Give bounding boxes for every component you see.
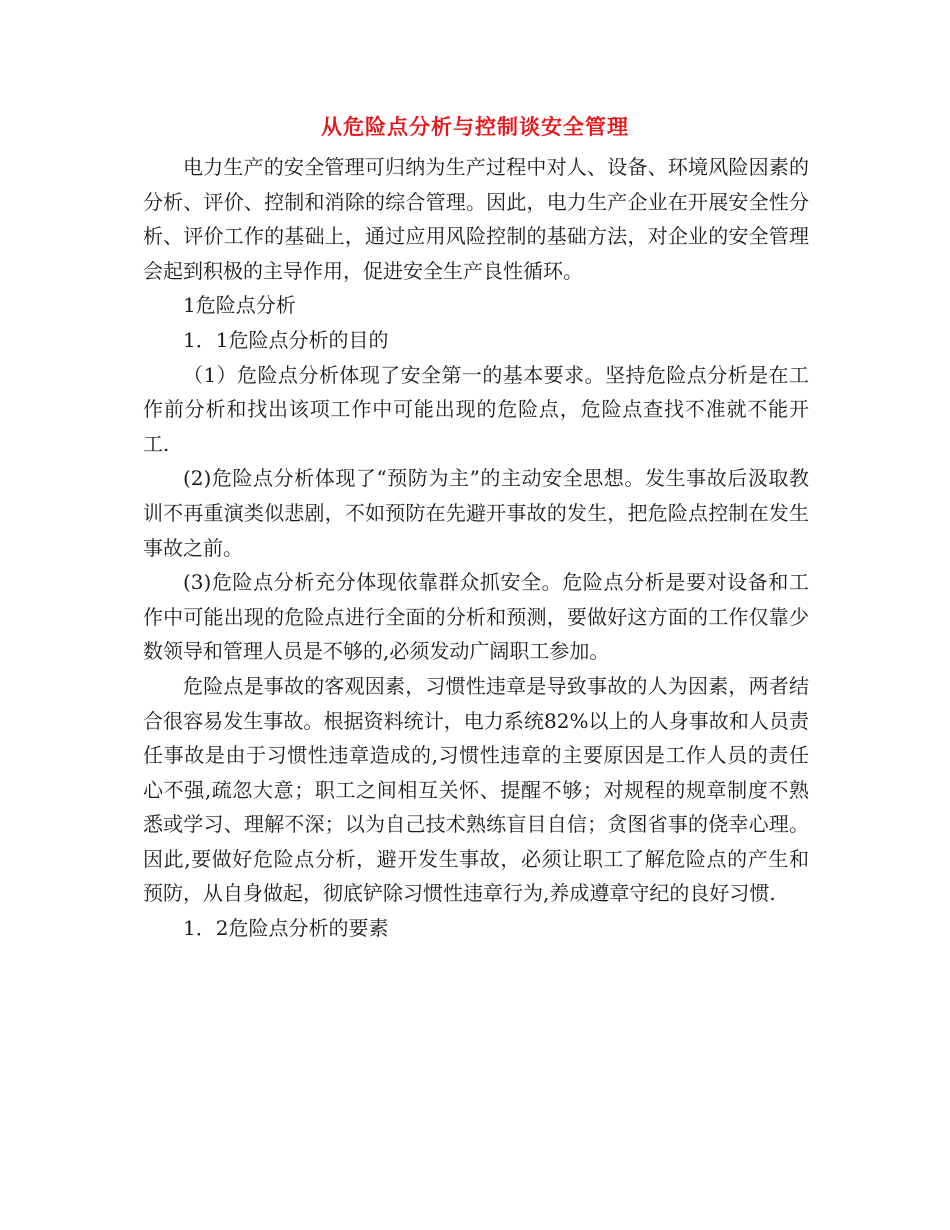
subsection-heading-1-1: 1．1危险点分析的目的 <box>183 327 389 352</box>
document-title: 从危险点分析与控制谈安全管理 <box>321 115 629 139</box>
document-body <box>143 150 809 946</box>
paragraph-item-2: (2)危险点分析体现了“预防为主”的主动安全思想。发生事故后汲取教训不再重演类似悲剧，不如预防在先避开事故的发生，把危险点控制在发生事故之前。 <box>143 466 809 560</box>
paragraph-habitual-violation: 危险点是事故的客观因素，习惯性违章是导致事故的人为因素，两者结合很容易发生事故。根据资料统计，电力系统82%以上的人身事故和人员责任事故是由于习惯性违章造成的,习惯性违章的主要原因是工作人员的责任心不强,疏忽大意；职工之间相互关怀、提醒不够；对规程的规章制度不熟悉或学习、理解不深；以为自己技术熟练盲目自信；贪图省事的侥幸心理。因此,要做好危险点分析，避开发生事故，必须让职工了解危险点的产生和预防，从自身做起，彻底铲除习惯性违章行为,养成遵章守纪的良好习惯. <box>143 673 809 906</box>
subsection-heading-1-2: 1．2危险点分析的要素 <box>183 916 389 941</box>
paragraph-item-3: (3)危险点分析充分体现依靠群众抓安全。危险点分析是要对设备和工作中可能出现的危险点进行全面的分析和预测，要做好这方面的工作仅靠少数领导和管理人员是不够的,必须发动广阔职工参加。 <box>143 570 809 664</box>
paragraph-item-1: （1）危险点分析体现了安全第一的基本要求。坚持危险点分析是在工作前分析和找出该项工作中可能出现的危险点，危险点查找不准就不能开工. <box>143 362 809 456</box>
section-heading-1: 1危险点分析 <box>183 293 296 318</box>
paragraph-intro: 电力生产的安全管理可归纳为生产过程中对人、设备、环境风险因素的分析、评价、控制和消除的综合管理。因此，电力生产企业在开展安全性分析、评价工作的基础上，通过应用风险控制的基础方法，对企业的安全管理会起到积极的主导作用，促进安全生产良性循环。 <box>143 155 809 283</box>
